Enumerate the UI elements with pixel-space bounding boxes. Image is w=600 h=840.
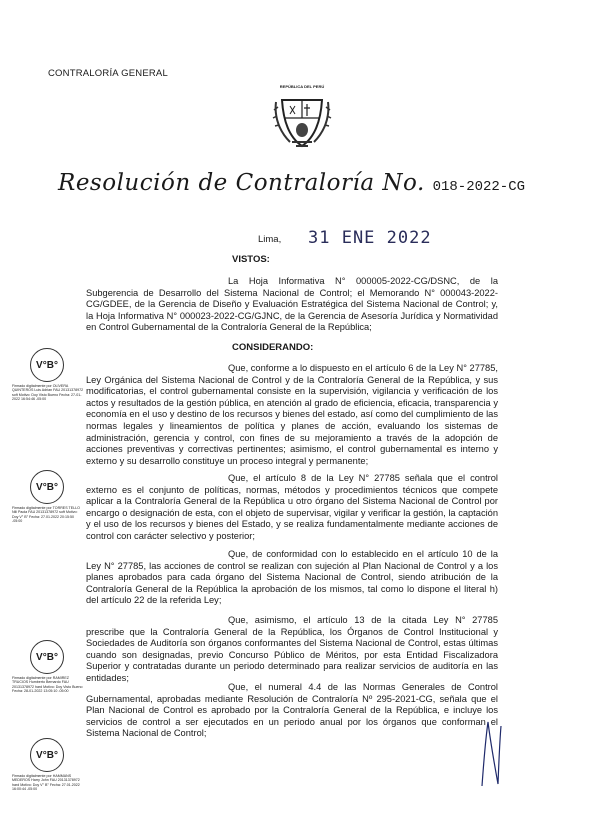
signature-stamp [12, 640, 84, 694]
signature-stamp [12, 738, 84, 792]
stamp-text: Firmado digitalmente por OLIVERA QUINTEROS Luis Adrian FAU 20131378972 soft Motivo: Doy Visto Bueno Fecha: 27-01-2022 16:54:46 -05:00 [12, 384, 84, 402]
visto-bueno-mark: V°B° [30, 470, 64, 504]
visto-bueno-mark: V°B° [30, 738, 64, 772]
visto-bueno-mark: V°B° [30, 348, 64, 382]
vistos-heading: VISTOS: [232, 254, 270, 265]
stamp-text: Firmado digitalmente por RAMIREZ TRUCIOS Humberto Bernardo FAU 20131378972 hard Motivo: Doy Visto Bueno Fecha: 28-01-2022 13:05:10 -05:00 [12, 676, 83, 694]
organization-name: CONTRALORÍA GENERAL [48, 68, 168, 79]
visto-bueno-mark: V°B° [30, 640, 64, 674]
considerando-heading: CONSIDERANDO: [232, 342, 314, 353]
paragraph-considerando-3: Que, de conformidad con lo establecido en el artículo 10 de la Ley N° 27785, las acciones de control se realizan con sujeción al Plan Nacional de Control y a los planes aprobados para cada órgano del Sistema Nacional de Control, siendo atribución de la Contraloría General de la República la aprobación de los mismos, tal como lo dispone el literal h) del artículo 22 de la referida Ley; [86, 549, 498, 606]
stamp-text: Firmado digitalmente por TORRES TELLO Nili Paola FAU 20131378972 soft Motivo: Doy V° B° Fecha: 27.01.2022 20:15:50 -05:00 [12, 506, 80, 524]
signature-stamp [12, 348, 84, 402]
handwritten-signature [478, 718, 502, 788]
national-crest-icon [270, 80, 334, 150]
stamp-text: Firmado digitalmente por HAMMANS MEDEROS Harry John FAU 20131378972 hard Motivo: Doy V° B° Fecha: 27.01.2022 16:00:44 -05:00 [12, 774, 80, 792]
resolution-number: 018-2022-CG [432, 179, 526, 195]
resolution-title-text: Resolución de Contraloría No. [58, 170, 425, 196]
resolution-title [58, 170, 588, 196]
paragraph-vistos: La Hoja Informativa N° 000005-2022-CG/DSNC, de la Subgerencia de Desarrollo del Sistema Nacional de Control; el Memorando N° 000043-2022-CG/GDEE, de la Gerencia de Diseño y Evaluación Estratégica del Sistema Nacional de Control; y, la Hoja Informativa N° 000023-2022-CG/GJNC, de la Gerencia de Asesoría Jurídica y Normatividad en Control Gubernamental de la Contraloría General de la República; [86, 276, 498, 333]
date-stamp: 31 ENE 2022 [308, 228, 432, 248]
crest-label: REPÚBLICA DEL PERÚ [279, 84, 325, 89]
paragraph-considerando-2: Que, el artículo 8 de la Ley N° 27785 señala que el control externo es el conjunto de políticas, normas, métodos y procedimientos técnicos que compete aplicar a la Contraloría General de la República u otro órgano del Sistema Nacional de Control por encargo o designación de esta, con el objeto de supervisar, vigilar y verificar la gestión, la captación y el uso de los recursos y bienes del Estado, y se realiza fundamentalmente mediante acciones de control con carácter selectivo y posterior; [86, 473, 498, 541]
paragraph-considerando-4: Que, asimismo, el artículo 13 de la citada Ley N° 27785 prescribe que la Contraloría General de la República, los Órganos de Control Institucional y Sociedades de Auditoría son órganos conformantes del Sistema Nacional de Control, estas últimas cuando son designadas, previo Concurso Público de Méritos, por esta Entidad Fiscalizadora Superior y contratadas durante un periodo determinado para realizar servicios de auditoría en las entidades; [86, 615, 498, 683]
signature-stamp [12, 470, 84, 524]
date-place: Lima, [258, 234, 282, 245]
paragraph-considerando-5: Que, el numeral 4.4 de las Normas Generales de Control Gubernamental, aprobadas mediante Resolución de Contraloría Nº 295-2021-CG, señala que el Plan Nacional de Control es aprobado por la Contraloría General de la República, e incluye los servicios de control a ser ejecutados en un periodo anual por los órganos que conforman el Sistema Nacional de Control; [86, 682, 498, 739]
paragraph-considerando-1: Que, conforme a lo dispuesto en el artículo 6 de la Ley N° 27785, Ley Orgánica del Sistema Nacional de Control y de la Contraloría General de la República, y sus modificatorias, el control gubernamental consiste en la supervisión, vigilancia y verificación de los actos y resultados de la gestión pública, en atención al grado de eficiencia, eficacia, transparencia y economía en el uso y destino de los recursos y bienes del estado, así como del cumplimiento de las normas legales y lineamientos de política y planes de acción, evaluando los sistemas de administración, gerencia y control, con fines de su mejoramiento a través de la adopción de acciones preventivas y correctivas pertinentes; asimismo, el control gubernamental es interno y externo y su desarrollo constituye un proceso integral y permanente; [86, 363, 498, 466]
